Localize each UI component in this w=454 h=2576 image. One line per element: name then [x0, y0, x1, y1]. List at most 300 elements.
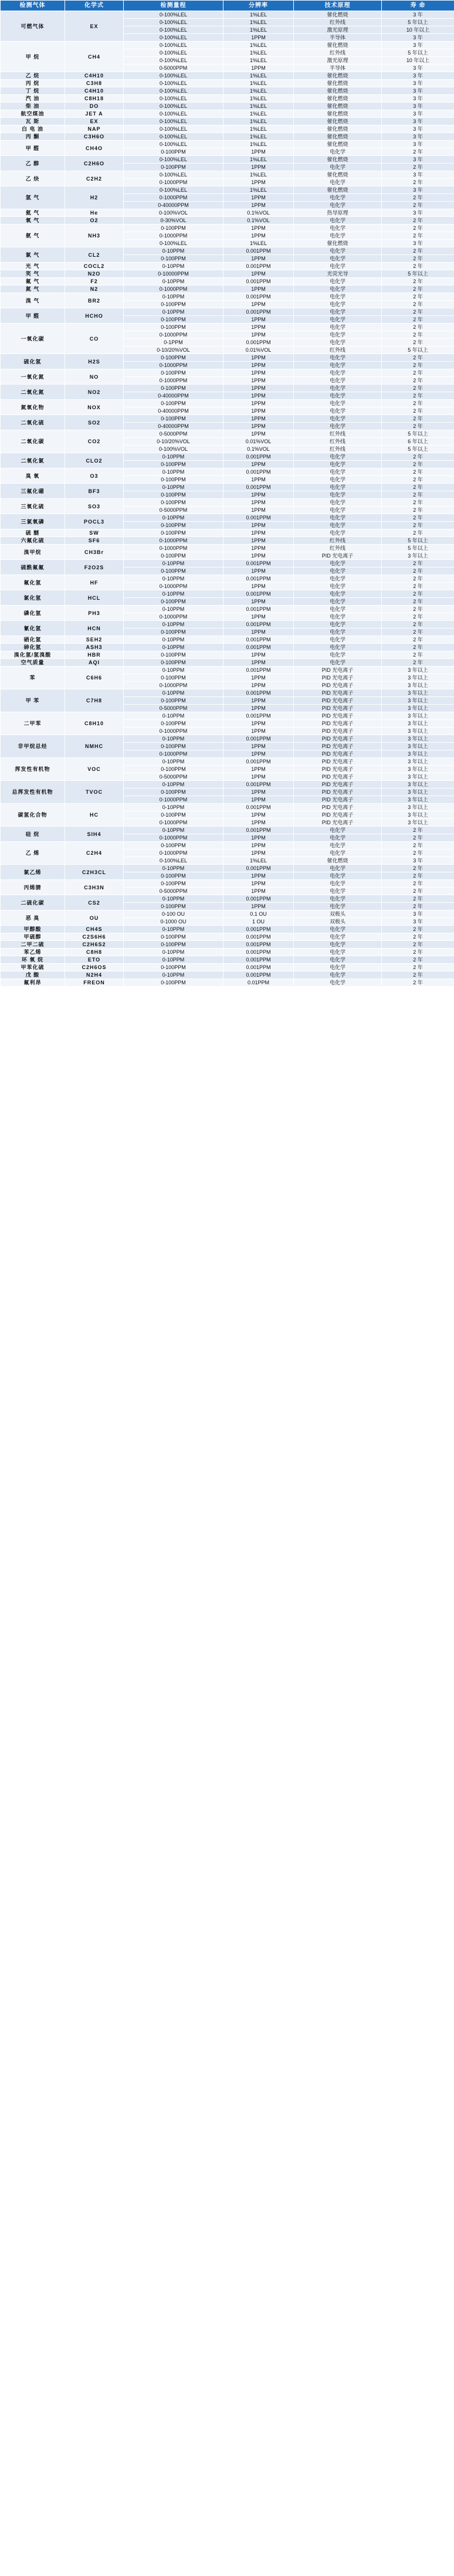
cell-chemical-formula: C6H6	[65, 667, 124, 689]
cell-detection-range: 0-10PPM	[124, 712, 223, 720]
cell-detection-range: 0-100PPM	[124, 789, 223, 796]
cell-lifetime: 3 年	[382, 11, 454, 19]
cell-lifetime: 2 年	[382, 979, 454, 987]
table-row	[1, 308, 454, 316]
cell-lifetime: 2 年	[382, 956, 454, 964]
cell-technology: 激光原理	[294, 57, 382, 64]
cell-resolution: 1PPM	[223, 682, 294, 689]
cell-resolution: 0.001PPM	[223, 827, 294, 834]
cell-gas-name: 瓦 斯	[1, 118, 65, 125]
cell-chemical-formula: NO2	[65, 385, 124, 400]
cell-technology: 电化学	[294, 590, 382, 598]
cell-chemical-formula: C2H6O	[65, 156, 124, 171]
cell-lifetime: 2 年	[382, 468, 454, 476]
cell-detection-range: 0-40000PPM	[124, 392, 223, 400]
cell-lifetime: 2 年	[382, 164, 454, 171]
cell-lifetime: 3 年	[382, 103, 454, 110]
cell-lifetime: 3 年	[382, 64, 454, 72]
cell-resolution: 0.001PPM	[223, 484, 294, 491]
cell-detection-range: 0-100PPM	[124, 842, 223, 849]
table-row	[1, 827, 454, 834]
cell-technology: 电化学	[294, 872, 382, 880]
cell-chemical-formula: ASH3	[65, 644, 124, 651]
cell-detection-range: 0-100PPM	[124, 659, 223, 667]
cell-lifetime: 2 年	[382, 933, 454, 941]
cell-technology: 电化学	[294, 499, 382, 507]
cell-detection-range: 0-100%LEL	[124, 87, 223, 95]
table-row	[1, 95, 454, 103]
cell-lifetime: 2 年	[382, 880, 454, 888]
cell-resolution: 0.001PPM	[223, 689, 294, 697]
cell-lifetime: 2 年	[382, 392, 454, 400]
cell-resolution: 1PPM	[223, 354, 294, 362]
cell-resolution: 0.001PPM	[223, 308, 294, 316]
cell-lifetime: 2 年	[382, 476, 454, 484]
cell-technology: 电化学	[294, 514, 382, 522]
cell-detection-range: 0-100%LEL	[124, 11, 223, 19]
cell-resolution: 0.001PPM	[223, 575, 294, 583]
cell-resolution: 1PPM	[223, 316, 294, 324]
cell-gas-name: 溴 气	[1, 293, 65, 308]
cell-technology: 电化学	[294, 598, 382, 606]
cell-resolution: 1PPM	[223, 225, 294, 232]
cell-resolution: 0.001PPM	[223, 590, 294, 598]
table-row	[1, 80, 454, 87]
table-row	[1, 712, 454, 720]
cell-technology: 电化学	[294, 263, 382, 270]
cell-resolution: 1PPM	[223, 674, 294, 682]
cell-lifetime: 3 年以上	[382, 705, 454, 712]
cell-detection-range: 0-1000PPM	[124, 682, 223, 689]
cell-detection-range: 0-100PPM	[124, 324, 223, 331]
cell-lifetime: 2 年	[382, 461, 454, 468]
table-row	[1, 11, 454, 19]
cell-detection-range: 0-10PPM	[124, 453, 223, 461]
cell-technology: 电化学	[294, 842, 382, 849]
cell-technology: 电化学	[294, 827, 382, 834]
cell-technology: 催化燃烧	[294, 133, 382, 141]
cell-lifetime: 6 年以上	[382, 438, 454, 446]
cell-chemical-formula: HBR	[65, 651, 124, 659]
cell-detection-range: 0-1000PPM	[124, 750, 223, 758]
cell-lifetime: 3 年以上	[382, 758, 454, 766]
cell-chemical-formula: CH4O	[65, 141, 124, 156]
cell-chemical-formula: C7H8	[65, 689, 124, 712]
cell-resolution: 1PPM	[223, 842, 294, 849]
cell-lifetime: 2 年	[382, 423, 454, 430]
cell-detection-range: 0-1000PPM	[124, 613, 223, 621]
cell-detection-range: 0-1000PPM	[124, 796, 223, 804]
cell-gas-name: 二氧化氯	[1, 453, 65, 468]
cell-lifetime: 5 年以上	[382, 19, 454, 26]
cell-detection-range: 0-40000PPM	[124, 407, 223, 415]
cell-technology: PID 光电离子	[294, 674, 382, 682]
cell-technology: PID 光电离子	[294, 773, 382, 781]
cell-gas-name: 可燃气体	[1, 11, 65, 42]
cell-detection-range: 0-100%LEL	[124, 19, 223, 26]
table-row	[1, 415, 454, 423]
cell-lifetime: 2 年	[382, 888, 454, 895]
cell-lifetime: 2 年	[382, 567, 454, 575]
column-header-range: 检测量程	[124, 1, 223, 11]
cell-detection-range: 0-100PPM	[124, 354, 223, 362]
cell-chemical-formula: N2	[65, 286, 124, 293]
cell-gas-name: 三氯氧磷	[1, 514, 65, 529]
cell-chemical-formula: CL2	[65, 247, 124, 263]
cell-resolution: 1PPM	[223, 270, 294, 278]
cell-detection-range: 0-100 OU	[124, 910, 223, 918]
table-row	[1, 484, 454, 491]
table-row	[1, 125, 454, 133]
cell-detection-range: 0-10PPM	[124, 247, 223, 255]
cell-lifetime: 2 年	[382, 484, 454, 491]
cell-technology: 电化学	[294, 636, 382, 644]
cell-gas-name: 氟化氢	[1, 575, 65, 590]
cell-gas-name: 氟 气	[1, 278, 65, 286]
cell-detection-range: 0-10/20%VOL	[124, 346, 223, 354]
cell-detection-range: 0-100PPM	[124, 400, 223, 407]
cell-technology: 电化学	[294, 865, 382, 872]
cell-lifetime: 3 年以上	[382, 674, 454, 682]
cell-detection-range: 0-100PPM	[124, 385, 223, 392]
cell-lifetime: 2 年	[382, 964, 454, 971]
column-header-technology: 技术原理	[294, 1, 382, 11]
cell-gas-name: 砷化氢	[1, 644, 65, 651]
cell-lifetime: 2 年	[382, 407, 454, 415]
cell-gas-name: 二硫化碳	[1, 895, 65, 910]
cell-chemical-formula: HCN	[65, 621, 124, 636]
cell-chemical-formula: PH3	[65, 606, 124, 621]
cell-detection-range: 0-5000PPM	[124, 773, 223, 781]
cell-detection-range: 0-10PPM	[124, 606, 223, 613]
cell-lifetime: 3 年	[382, 133, 454, 141]
cell-detection-range: 0-100PPM	[124, 461, 223, 468]
cell-chemical-formula: O3	[65, 468, 124, 484]
cell-technology: 电化学	[294, 369, 382, 377]
cell-lifetime: 3 年	[382, 95, 454, 103]
cell-detection-range: 0-10PPM	[124, 263, 223, 270]
cell-lifetime: 2 年	[382, 849, 454, 857]
cell-resolution: 0.001PPM	[223, 606, 294, 613]
cell-technology: 电化学	[294, 484, 382, 491]
cell-resolution: 1PPM	[223, 392, 294, 400]
cell-resolution: 1PPM	[223, 232, 294, 240]
column-header-gas: 检测气体	[1, 1, 65, 11]
cell-detection-range: 0-100PPM	[124, 529, 223, 537]
cell-detection-range: 0-100%VOL	[124, 446, 223, 453]
cell-lifetime: 3 年	[382, 910, 454, 918]
cell-lifetime: 2 年	[382, 194, 454, 202]
table-row	[1, 651, 454, 659]
table-row	[1, 468, 454, 476]
cell-detection-range: 0-1000PPM	[124, 545, 223, 552]
cell-technology: PID 光电离子	[294, 689, 382, 697]
cell-lifetime: 3 年	[382, 72, 454, 80]
cell-technology: 电化学	[294, 400, 382, 407]
cell-chemical-formula: F2	[65, 278, 124, 286]
cell-gas-name: 硅 烷	[1, 827, 65, 842]
cell-detection-range: 0-10PPM	[124, 781, 223, 789]
cell-gas-name: 柴 油	[1, 103, 65, 110]
cell-technology: PID 光电离子	[294, 712, 382, 720]
cell-technology: 电化学	[294, 659, 382, 667]
cell-chemical-formula: NH3	[65, 225, 124, 247]
cell-technology: 催化燃烧	[294, 186, 382, 194]
cell-lifetime: 2 年	[382, 583, 454, 590]
cell-technology: 电化学	[294, 567, 382, 575]
cell-detection-range: 0-1000PPM	[124, 728, 223, 735]
cell-technology: 电化学	[294, 933, 382, 941]
cell-gas-name: 硫化氢	[1, 354, 65, 369]
cell-lifetime: 2 年	[382, 949, 454, 956]
cell-gas-name: 二甲二硫	[1, 941, 65, 949]
cell-technology: 红外线	[294, 446, 382, 453]
cell-technology: 电化学	[294, 461, 382, 468]
cell-detection-range: 0-1000PPM	[124, 377, 223, 385]
cell-gas-name: 硫 醚	[1, 529, 65, 537]
table-row	[1, 933, 454, 941]
cell-lifetime: 2 年	[382, 865, 454, 872]
cell-resolution: 1PPM	[223, 811, 294, 819]
cell-detection-range: 0-100PPM	[124, 499, 223, 507]
cell-resolution: 1PPM	[223, 529, 294, 537]
cell-lifetime: 2 年	[382, 339, 454, 346]
cell-resolution: 1PPM	[223, 423, 294, 430]
cell-lifetime: 2 年	[382, 293, 454, 301]
cell-lifetime: 5 年以上	[382, 545, 454, 552]
cell-technology: 激光原理	[294, 26, 382, 34]
cell-lifetime: 2 年	[382, 491, 454, 499]
cell-technology: 红外线	[294, 19, 382, 26]
table-body	[1, 11, 454, 987]
table-row	[1, 514, 454, 522]
cell-chemical-formula: C2H6OS	[65, 964, 124, 971]
cell-resolution: 0.001PPM	[223, 621, 294, 628]
cell-lifetime: 2 年	[382, 369, 454, 377]
table-row	[1, 621, 454, 628]
cell-lifetime: 2 年	[382, 636, 454, 644]
cell-resolution: 1PPM	[223, 34, 294, 42]
cell-technology: 催化燃烧	[294, 95, 382, 103]
table-row	[1, 499, 454, 507]
table-row	[1, 453, 454, 461]
cell-gas-name: 甲醇酸	[1, 926, 65, 933]
cell-technology: PID 光电离子	[294, 697, 382, 705]
table-row	[1, 118, 454, 125]
cell-chemical-formula: HCHO	[65, 308, 124, 324]
cell-lifetime: 2 年	[382, 202, 454, 209]
cell-lifetime: 3 年	[382, 171, 454, 179]
cell-gas-name: 总挥发性有机物	[1, 781, 65, 804]
cell-lifetime: 2 年	[382, 255, 454, 263]
cell-resolution: 0.1%VOL	[223, 446, 294, 453]
table-row	[1, 926, 454, 933]
cell-lifetime: 2 年	[382, 644, 454, 651]
cell-lifetime: 2 年	[382, 613, 454, 621]
cell-technology: 半导体	[294, 64, 382, 72]
cell-chemical-formula: JET A	[65, 110, 124, 118]
cell-lifetime: 2 年	[382, 507, 454, 514]
cell-technology: 电化学	[294, 621, 382, 628]
cell-gas-name: 氯乙烯	[1, 865, 65, 880]
cell-technology: 电化学	[294, 164, 382, 171]
cell-resolution: 1PPM	[223, 613, 294, 621]
table-row	[1, 895, 454, 903]
cell-chemical-formula: COCL2	[65, 263, 124, 270]
cell-lifetime: 2 年	[382, 522, 454, 529]
cell-detection-range: 0-1PPM	[124, 339, 223, 346]
cell-detection-range: 0-10/20%VOL	[124, 438, 223, 446]
cell-technology: 电化学	[294, 560, 382, 567]
cell-technology: 电化学	[294, 903, 382, 910]
cell-resolution: 1PPM	[223, 659, 294, 667]
cell-detection-range: 0-100PPM	[124, 903, 223, 910]
cell-chemical-formula: CH3Br	[65, 545, 124, 560]
cell-resolution: 1%LEL	[223, 87, 294, 95]
cell-resolution: 0.001PPM	[223, 247, 294, 255]
cell-lifetime: 2 年	[382, 225, 454, 232]
cell-resolution: 0.001PPM	[223, 468, 294, 476]
cell-resolution: 0.001PPM	[223, 644, 294, 651]
cell-detection-range: 0-10PPM	[124, 804, 223, 811]
cell-resolution: 1 OU	[223, 918, 294, 926]
table-row	[1, 545, 454, 552]
cell-resolution: 1PPM	[223, 537, 294, 545]
cell-lifetime: 2 年	[382, 941, 454, 949]
cell-resolution: 0.001PPM	[223, 964, 294, 971]
cell-lifetime: 3 年以上	[382, 552, 454, 560]
cell-resolution: 0.001PPM	[223, 636, 294, 644]
cell-chemical-formula: H2	[65, 186, 124, 209]
table-row	[1, 400, 454, 407]
cell-technology: 催化燃烧	[294, 80, 382, 87]
cell-detection-range: 0-5000PPM	[124, 888, 223, 895]
cell-gas-name: 丙 酮	[1, 133, 65, 141]
cell-resolution: 1PPM	[223, 789, 294, 796]
cell-detection-range: 0-100PPM	[124, 880, 223, 888]
cell-detection-range: 0-100%LEL	[124, 186, 223, 194]
table-row	[1, 141, 454, 148]
cell-gas-name: 氧 气	[1, 217, 65, 225]
cell-technology: 电化学	[294, 644, 382, 651]
cell-technology: PID 光电离子	[294, 743, 382, 750]
cell-detection-range: 0-100PPM	[124, 255, 223, 263]
cell-gas-name: 三氟化硼	[1, 484, 65, 499]
column-header-lifetime: 寿 命	[382, 1, 454, 11]
cell-gas-name: 氦 气	[1, 209, 65, 217]
cell-technology: PID 光电离子	[294, 735, 382, 743]
cell-detection-range: 0-10PPM	[124, 956, 223, 964]
cell-resolution: 1%LEL	[223, 72, 294, 80]
cell-chemical-formula: SO2	[65, 415, 124, 430]
cell-lifetime: 3 年以上	[382, 689, 454, 697]
cell-gas-name: 笑 气	[1, 270, 65, 278]
cell-resolution: 1PPM	[223, 888, 294, 895]
cell-chemical-formula: He	[65, 209, 124, 217]
cell-resolution: 1%LEL	[223, 26, 294, 34]
table-row	[1, 636, 454, 644]
cell-technology: 热导原理	[294, 209, 382, 217]
cell-technology: 电化学	[294, 941, 382, 949]
cell-gas-name: 二氧化氮	[1, 385, 65, 400]
cell-technology: PID 光电离子	[294, 750, 382, 758]
cell-technology: 电化学	[294, 225, 382, 232]
cell-gas-name: 甲 烷	[1, 42, 65, 72]
cell-resolution: 1PPM	[223, 385, 294, 392]
cell-resolution: 0.001PPM	[223, 758, 294, 766]
cell-detection-range: 0-100%LEL	[124, 72, 223, 80]
cell-resolution: 1PPM	[223, 369, 294, 377]
cell-lifetime: 10 年以上	[382, 26, 454, 34]
cell-lifetime: 3 年以上	[382, 667, 454, 674]
table-row	[1, 590, 454, 598]
cell-technology: 电化学	[294, 362, 382, 369]
cell-resolution: 1PPM	[223, 202, 294, 209]
cell-resolution: 0.001PPM	[223, 926, 294, 933]
table-row	[1, 72, 454, 80]
table-row	[1, 225, 454, 232]
table-row	[1, 560, 454, 567]
cell-resolution: 1PPM	[223, 407, 294, 415]
cell-chemical-formula: SO3	[65, 499, 124, 514]
cell-technology: PID 光电离子	[294, 766, 382, 773]
cell-chemical-formula: BR2	[65, 293, 124, 308]
cell-gas-name: 挥发性有机物	[1, 758, 65, 781]
cell-gas-name: 环 氧 烷	[1, 956, 65, 964]
cell-detection-range: 0-100PPM	[124, 476, 223, 484]
cell-resolution: 0.001PPM	[223, 712, 294, 720]
cell-detection-range: 0-10PPM	[124, 590, 223, 598]
cell-detection-range: 0-10PPM	[124, 895, 223, 903]
cell-technology: 电化学	[294, 453, 382, 461]
cell-detection-range: 0-1000PPM	[124, 849, 223, 857]
cell-technology: 电化学	[294, 148, 382, 156]
cell-chemical-formula: CS2	[65, 895, 124, 910]
cell-resolution: 1%LEL	[223, 49, 294, 57]
cell-resolution: 1PPM	[223, 377, 294, 385]
cell-technology: 红外线	[294, 438, 382, 446]
cell-lifetime: 2 年	[382, 316, 454, 324]
cell-lifetime: 2 年	[382, 834, 454, 842]
cell-gas-name: 甲苯化硫	[1, 964, 65, 971]
cell-resolution: 0.01%VOL	[223, 438, 294, 446]
cell-gas-name: 氮氧化物	[1, 400, 65, 415]
column-header-formula: 化学式	[65, 1, 124, 11]
cell-detection-range: 0-40000PPM	[124, 423, 223, 430]
cell-resolution: 1PPM	[223, 476, 294, 484]
cell-gas-name: 六氟化硫	[1, 537, 65, 545]
cell-resolution: 0.001PPM	[223, 781, 294, 789]
cell-resolution: 0.1%VOL	[223, 209, 294, 217]
cell-gas-name: 空气质量	[1, 659, 65, 667]
cell-lifetime: 2 年	[382, 499, 454, 507]
cell-detection-range: 0-10PPM	[124, 735, 223, 743]
cell-technology: 催化燃烧	[294, 103, 382, 110]
cell-gas-name: 二甲苯	[1, 712, 65, 735]
table-row	[1, 910, 454, 918]
cell-detection-range: 0-100PPM	[124, 628, 223, 636]
cell-detection-range: 0-5000PPM	[124, 430, 223, 438]
cell-lifetime: 3 年	[382, 240, 454, 247]
cell-technology: 催化燃烧	[294, 857, 382, 865]
cell-resolution: 1%LEL	[223, 240, 294, 247]
cell-chemical-formula: O2	[65, 217, 124, 225]
cell-gas-name: 甲 苯	[1, 689, 65, 712]
cell-chemical-formula: C3H8	[65, 80, 124, 87]
cell-resolution: 1PPM	[223, 552, 294, 560]
cell-resolution: 0.001PPM	[223, 949, 294, 956]
cell-lifetime: 5 年以上	[382, 537, 454, 545]
